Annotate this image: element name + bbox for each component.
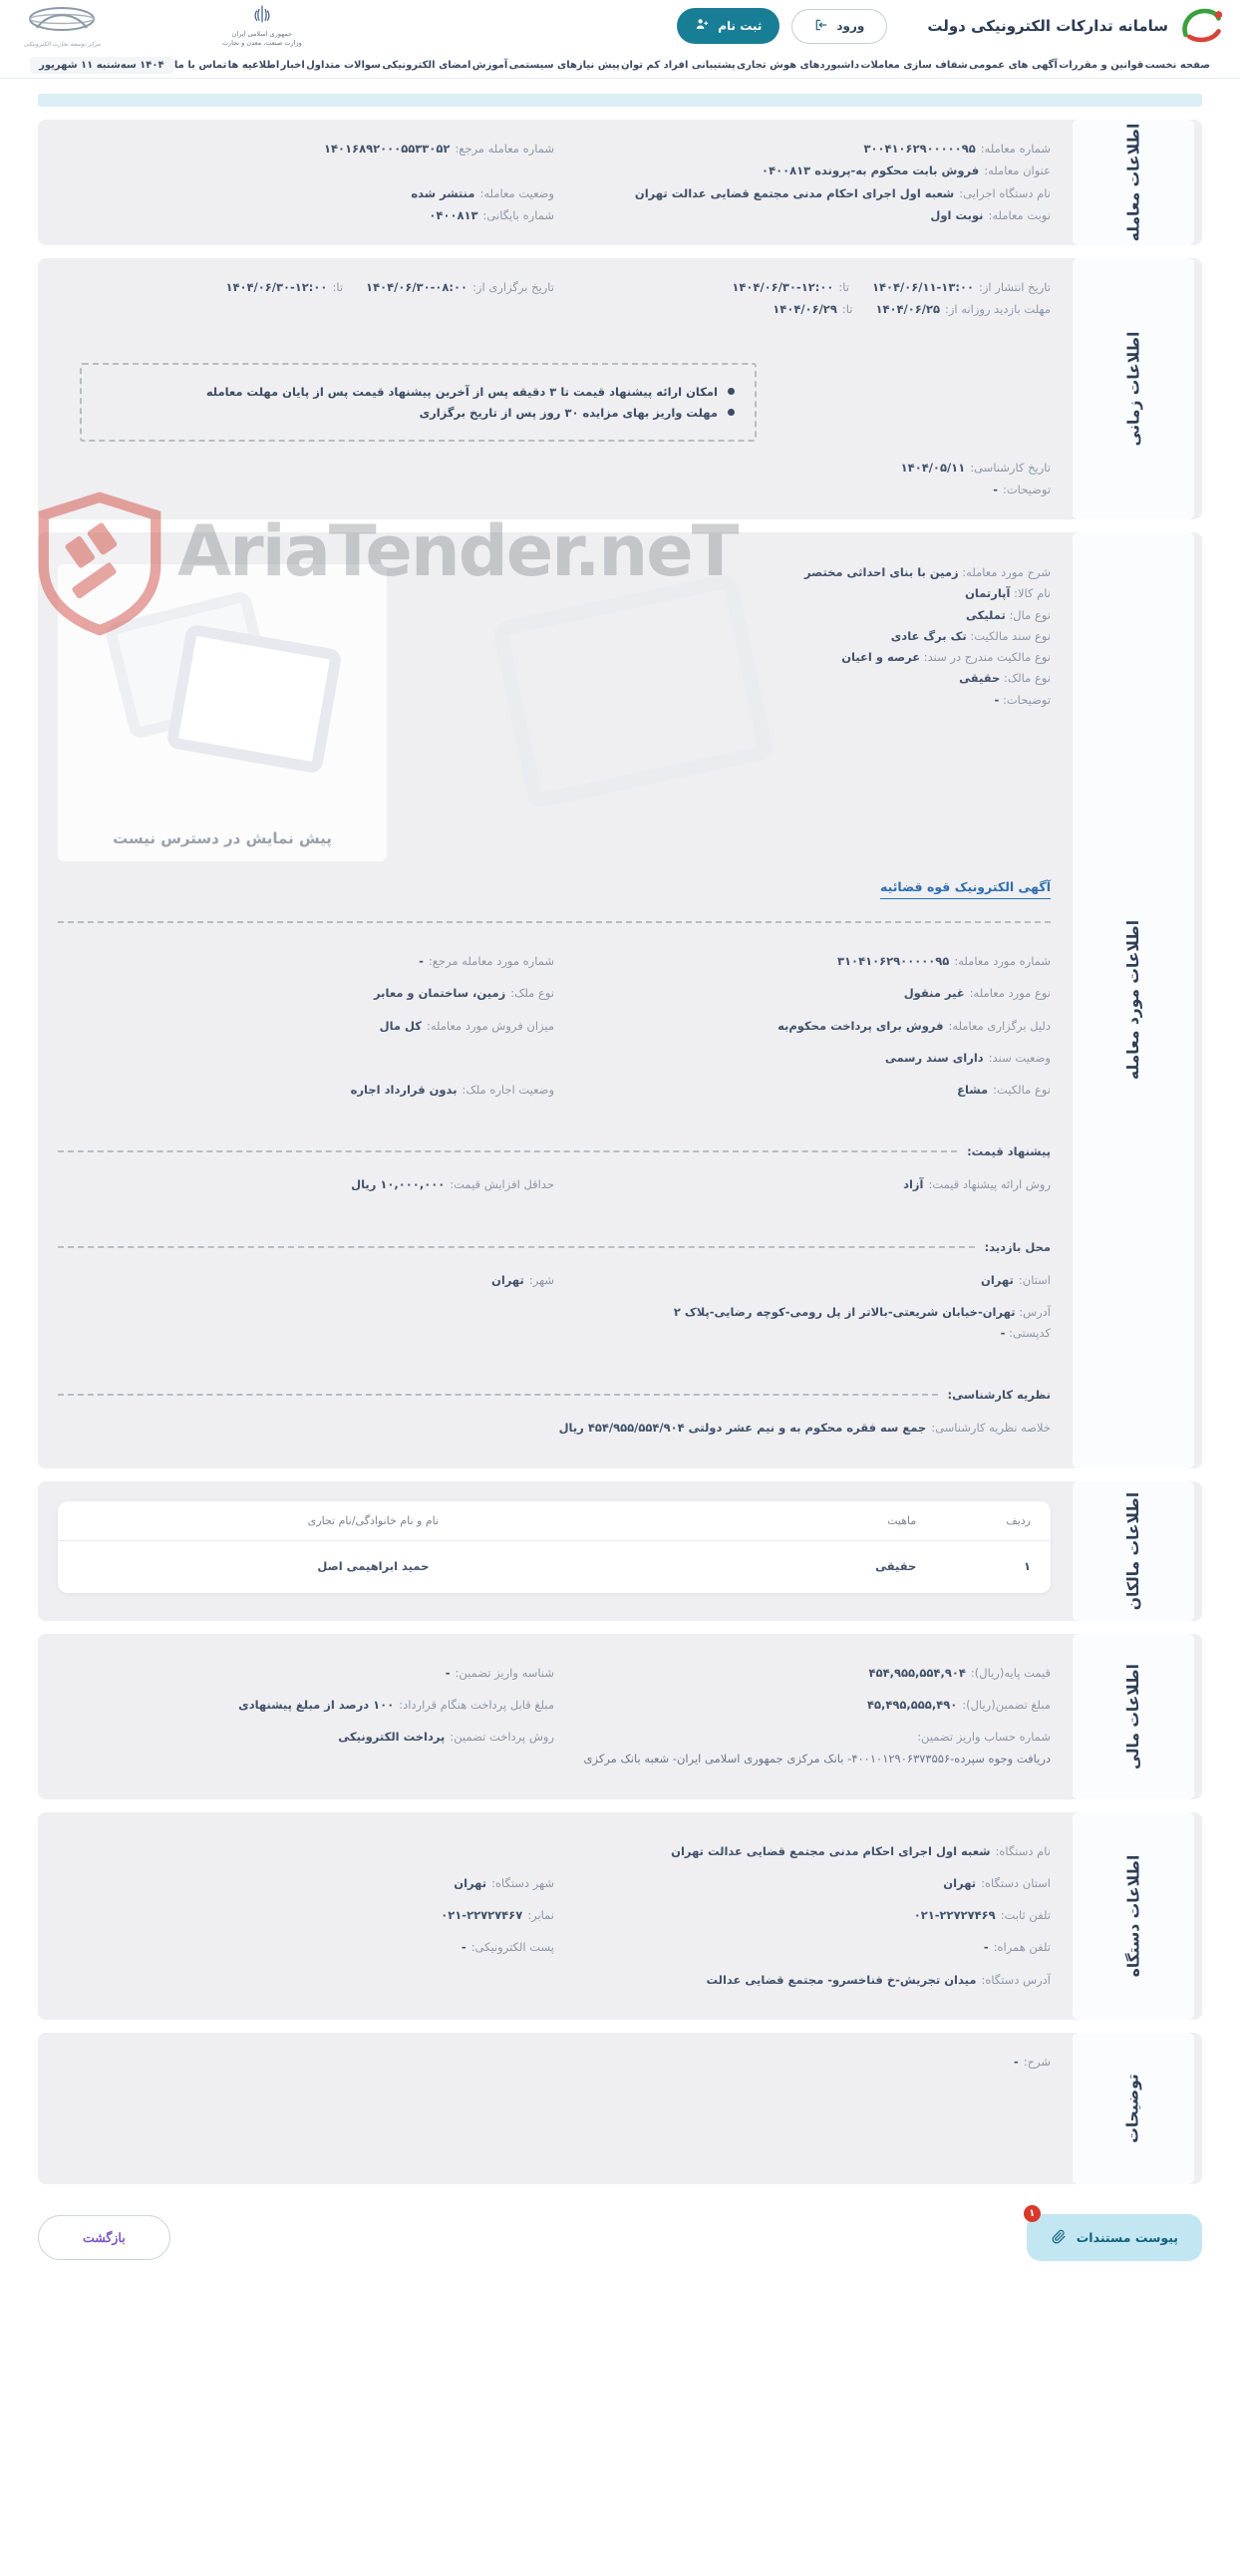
field-label: نوع مال: xyxy=(1009,607,1051,622)
field-value: عرصه و اعیان xyxy=(841,650,921,664)
field-value: - xyxy=(993,482,998,496)
field-label: خلاصه نظریه کارشناسی: xyxy=(931,1421,1051,1436)
field-label: شماره معامله مرجع: xyxy=(455,142,554,156)
field-label: شهر: xyxy=(528,1272,554,1287)
attachment-count-badge: ۱ xyxy=(1024,2205,1041,2222)
field-value: ۰۲۱-۲۲۷۲۷۴۶۹ xyxy=(913,1908,996,1922)
field-label: وضعیت اجاره ملک: xyxy=(462,1083,554,1097)
field-value: ۴۵۴,۹۵۵,۵۵۴,۹۰۴ xyxy=(868,1665,966,1680)
field-value: شعبه اول اجرای احکام مدنی مجتمع قضایی عدالت تهران xyxy=(634,185,955,200)
ministry-caption-1: جمهوری اسلامی ایران xyxy=(231,30,292,39)
nav-item-announcements[interactable]: اطلاعیه ها xyxy=(227,59,280,71)
attach-label: پیوست مستندات xyxy=(1076,2229,1178,2245)
field-value: کل مال xyxy=(379,1018,422,1033)
divider-label: پیشنهاد قیمت: xyxy=(967,1144,1051,1159)
app-title: سامانه تدارکات الکترونیکی دولت xyxy=(927,17,1168,35)
field-value: ۳۰۰۴۱۰۶۲۹۰۰۰۰۰۹۵ xyxy=(863,142,976,156)
field-label: روش ارائه پیشنهاد قیمت: xyxy=(928,1177,1051,1192)
ecommerce-center-caption: مرکز توسعه تجارت الکترونیکی xyxy=(24,40,101,48)
field-value: زمین، ساختمان و معابر xyxy=(374,986,506,1001)
section-timing-info xyxy=(38,258,1202,519)
section-title: اطلاعات زمانی xyxy=(1124,331,1142,447)
ecommerce-center-logo xyxy=(24,5,101,48)
field-value: فروش بابت محکوم به-پرونده ۰۴۰۰۸۱۳ xyxy=(762,163,980,178)
field-label: نوبت معامله: xyxy=(988,207,1051,222)
field-value: شعبه اول اجرای احکام مدنی مجتمع قضایی عدالت تهران xyxy=(671,1843,991,1858)
field-label: حداقل افزایش قیمت: xyxy=(450,1177,554,1192)
field-label: شرح مورد معامله: xyxy=(962,565,1051,579)
field-value: آزاد xyxy=(903,1177,924,1192)
field-value: ۱۰۰ درصد از مبلغ پیشنهادی xyxy=(238,1697,395,1712)
table-row xyxy=(58,1541,1051,1593)
nav-item-accessibility[interactable]: پشتیبانی افراد کم توان xyxy=(621,59,736,71)
field-value: دارای سند رسمی xyxy=(884,1050,984,1065)
section-label-strip xyxy=(1073,1812,1194,2020)
field-value: ۱۴۰۴/۰۶/۱۱-۱۳:۰۰ xyxy=(871,280,974,294)
attach-documents-button[interactable] xyxy=(1027,2207,1202,2261)
header-bar xyxy=(0,0,1240,52)
field-label: وضعیت سند: xyxy=(988,1050,1051,1065)
field-label: شهر دستگاه: xyxy=(491,1875,554,1890)
field-value: میدان تجریش-خ فناخسرو- مجتمع قضایی عدالت xyxy=(706,1972,977,1987)
field-label: شماره مورد معامله مرجع: xyxy=(428,954,554,968)
rule-item xyxy=(102,385,735,399)
section-label-strip xyxy=(1073,2033,1194,2184)
field-value: تهران xyxy=(981,1272,1014,1287)
field-value: ۳۱۰۴۱۰۶۲۹۰۰۰۰۰۹۵ xyxy=(837,954,950,968)
field-value: دریافت وجوه سپرده-۴۰۰۱۰۱۲۹۰۶۳۷۳۵۵۶- بانک مرکزی جمهوری اسلامی ایران- شعبه بانک مرکزی xyxy=(583,1752,1051,1767)
field-value: تملیکی xyxy=(966,607,1006,622)
field-label: شماره حساب واریز تضمین: xyxy=(917,1730,1051,1744)
footer-actions xyxy=(38,2207,1202,2261)
field-value: - xyxy=(419,954,424,968)
field-label: شماره بایگانی: xyxy=(482,207,554,222)
field-value: آپارتمان xyxy=(965,586,1011,601)
section-title: توضیحات xyxy=(1124,2074,1143,2143)
field-label: استان دستگاه: xyxy=(981,1875,1051,1890)
auction-rules-box xyxy=(80,363,757,442)
notice-bar xyxy=(38,94,1202,107)
ministry-emblem xyxy=(222,4,302,49)
field-label: نام دستگاه: xyxy=(995,1843,1051,1858)
field-label: میزان فروش مورد معامله: xyxy=(426,1018,554,1033)
field-value: ۱۴۰۴/۰۶/۲۹ xyxy=(773,302,837,317)
field-value: نوبت اول xyxy=(930,207,984,222)
nav-item-bi-dashboards[interactable]: داشبوردهای هوش تجاری xyxy=(736,59,860,71)
field-value: پرداخت الکترونیکی xyxy=(338,1730,446,1744)
field-value: - xyxy=(445,1665,451,1680)
field-label: نوع مالکیت: xyxy=(993,1083,1051,1097)
field-value: ۱۴۰۴/۰۶/۲۵ xyxy=(875,302,940,317)
field-label: تاریخ کارشناسی: xyxy=(970,460,1051,475)
field-label: نمابر: xyxy=(527,1908,554,1922)
section-notes xyxy=(38,2033,1202,2184)
field-value: ۴۵,۴۹۵,۵۵۵,۴۹۰ xyxy=(866,1697,958,1712)
section-title: اطلاعات دستگاه xyxy=(1123,1854,1142,1977)
field-label: نوع سند مالکیت: xyxy=(970,628,1051,643)
field-label: آدرس: xyxy=(1019,1304,1051,1319)
section-label-strip xyxy=(1073,120,1194,245)
nav-item-system-requirements[interactable]: پیش نیازهای سیستمی xyxy=(508,59,620,71)
section-label-strip xyxy=(1073,1481,1194,1621)
field-label: تلفن همراه: xyxy=(993,1940,1051,1955)
field-value: فروش برای پرداخت محکوم‌به xyxy=(777,1018,944,1033)
field-label: نام دستگاه اجرایی: xyxy=(959,185,1051,200)
section-label-strip xyxy=(1073,258,1194,519)
field-value: غیر منقول xyxy=(903,986,965,1001)
field-label: تا: xyxy=(841,302,853,317)
dashed-line xyxy=(58,1246,975,1248)
field-value: تهران xyxy=(943,1875,977,1890)
field-label: شناسه واریز تضمین: xyxy=(455,1665,554,1680)
field-value: مشاع xyxy=(957,1083,989,1097)
nav-item-transparency[interactable]: شفاف سازی معاملات xyxy=(860,59,968,71)
preview-unavailable-caption: پیش نمایش در دسترس نیست xyxy=(113,829,332,847)
field-value: ۱۴۰۴/۰۶/۳۰-۱۲:۰۰ xyxy=(732,280,834,294)
table-header-row xyxy=(58,1501,1051,1541)
cell-name: حمید ابراهیمی اصل xyxy=(317,1558,430,1573)
field-label: مهلت بازدید روزانه از: xyxy=(945,302,1051,317)
field-value: منتشر شده xyxy=(411,185,475,200)
bullet-icon xyxy=(728,388,735,395)
field-label: تا: xyxy=(838,280,849,294)
field-label: روش پرداخت تضمین: xyxy=(450,1730,554,1744)
register-button[interactable] xyxy=(677,8,779,44)
field-label: قیمت پایه(ریال): xyxy=(970,1665,1051,1680)
field-label: توضیحات: xyxy=(1002,692,1051,707)
field-label: پست الکترونیکی: xyxy=(470,1940,554,1955)
login-button[interactable] xyxy=(791,9,887,44)
rule-item xyxy=(102,406,735,420)
field-label: شرح: xyxy=(1023,2054,1051,2069)
expert-opinion-divider xyxy=(58,1388,1051,1402)
field-value: ۱۴۰۴/۰۵/۱۱ xyxy=(900,460,966,475)
field-label: نوع مالک: xyxy=(1004,671,1051,686)
rule-text: امکان ارائه پیشنهاد قیمت تا ۳ دقیقه پس از آخرین پیشنهاد قیمت پس از پایان مهلت معامله xyxy=(205,384,718,399)
ministry-caption-2: وزارت صنعت، معدن و تجارت xyxy=(221,39,302,48)
back-button[interactable]: بازگشت xyxy=(38,2215,170,2260)
cell-index: ۱ xyxy=(1023,1558,1031,1573)
field-label: عنوان معامله: xyxy=(984,163,1051,178)
field-value: - xyxy=(461,1940,466,1955)
field-label: کدپستی: xyxy=(1009,1326,1051,1340)
divider-label: نظریه کارشناسی: xyxy=(947,1388,1051,1403)
field-value: ۱۴۰۴/۰۶/۳۰-۱۲:۰۰ xyxy=(225,280,328,294)
nav-date: ۱۴۰۴ سه‌شنبه ۱۱ شهریور xyxy=(30,57,173,74)
section-owners-info xyxy=(38,1481,1202,1621)
field-label: نوع مالکیت مندرج در سند: xyxy=(923,650,1051,664)
image-preview-box xyxy=(58,564,387,861)
field-label: توضیحات: xyxy=(1002,482,1051,496)
field-value: ۱۰,۰۰۰,۰۰۰ ریال xyxy=(351,1177,446,1192)
section-title: اطلاعات معامله xyxy=(1124,123,1142,242)
register-label: ثبت نام xyxy=(718,19,763,33)
field-label: تاریخ برگزاری از: xyxy=(472,280,554,294)
col-header-index: ردیف xyxy=(1006,1513,1031,1527)
field-label: وضعیت معامله: xyxy=(479,185,554,200)
nav-item-e-signature[interactable]: امضای الکترونیکی xyxy=(382,59,471,71)
field-label: شماره مورد معامله: xyxy=(954,954,1051,968)
main-nav xyxy=(0,52,1240,79)
login-label: ورود xyxy=(836,19,865,33)
field-label: نوع ملک: xyxy=(510,986,554,1001)
judiciary-ad-link[interactable]: آگهی الکترونیک قوه قضائیه xyxy=(880,879,1051,899)
field-label: مبلغ تضمین(ریال): xyxy=(962,1697,1051,1712)
field-value: - xyxy=(983,1940,989,1955)
nav-item-contact[interactable]: تماس با ما xyxy=(173,59,227,71)
field-label: آدرس دستگاه: xyxy=(981,1972,1051,1987)
visit-location-divider xyxy=(58,1240,1051,1254)
nav-item-rules[interactable]: قوانین و مقررات xyxy=(1059,59,1144,71)
nav-item-faq[interactable]: سوالات متداول xyxy=(306,59,381,71)
setad-logo-icon xyxy=(1180,5,1224,47)
field-value: ۰۲۱-۲۲۷۲۷۴۶۷ xyxy=(441,1908,523,1922)
section-title: اطلاعات مالی xyxy=(1124,1663,1143,1770)
dashed-divider xyxy=(58,921,1051,923)
field-label: نوع مورد معامله: xyxy=(969,986,1051,1001)
bullet-icon xyxy=(728,409,735,416)
field-value: تک برگ عادی xyxy=(890,628,967,643)
field-label: استان: xyxy=(1018,1272,1051,1287)
owners-table xyxy=(58,1501,1051,1593)
globe-icon xyxy=(25,5,99,41)
cell-entity-type: حقیقی xyxy=(875,1558,917,1573)
section-label-strip xyxy=(1073,1634,1194,1799)
nav-item-news[interactable]: اخبار xyxy=(280,59,305,71)
field-value: تهران xyxy=(491,1272,524,1287)
nav-item-training[interactable]: آموزش xyxy=(471,59,508,71)
divider-label: محل بازدید: xyxy=(984,1239,1051,1254)
section-label-strip xyxy=(1073,532,1194,1468)
section-title: اطلاعات مورد معامله xyxy=(1123,920,1142,1081)
iran-emblem-icon xyxy=(252,4,272,30)
dashed-line xyxy=(58,1394,938,1396)
field-value: - xyxy=(1000,1326,1006,1340)
photo-frame-icon xyxy=(165,623,342,775)
field-value: زمین با بنای احداثی مختصر xyxy=(803,565,959,579)
section-title: اطلاعات مالکان xyxy=(1124,1491,1142,1610)
field-value: ۰۴۰۰۸۱۳ xyxy=(429,207,478,222)
paperclip-icon xyxy=(1051,2228,1067,2247)
price-offer-divider xyxy=(58,1144,1051,1158)
field-label: تاریخ انتشار از: xyxy=(979,280,1051,294)
rule-text: مهلت واریز بهای مزایده ۳۰ روز پس از تاریخ برگزاری xyxy=(419,405,718,420)
field-value: حقیقی xyxy=(959,671,1001,686)
field-label: نام کالا: xyxy=(1014,586,1051,601)
field-value: - xyxy=(1013,2054,1019,2069)
nav-item-home[interactable]: صفحه نخست xyxy=(1144,59,1210,71)
section-deal-info xyxy=(38,120,1202,245)
field-value: - xyxy=(994,692,1000,707)
section-financial-info xyxy=(38,1634,1202,1799)
field-value: بدون قرارداد اجاره xyxy=(350,1083,458,1097)
login-arrow-icon xyxy=(814,18,828,35)
field-label: شماره معامله: xyxy=(980,142,1051,156)
watermark-brand: AriaTender.neT xyxy=(177,510,738,592)
nav-item-public-ads[interactable]: آگهی های عمومی xyxy=(969,59,1058,71)
field-value: ۱۴۰۱۶۸۹۲۰۰۰۵۵۳۳۰۵۲ xyxy=(324,142,451,156)
field-label: دلیل برگزاری معامله: xyxy=(948,1018,1051,1033)
dashed-line xyxy=(58,1150,957,1152)
field-value: ۱۴۰۴/۰۶/۳۰-۰۸:۰۰ xyxy=(366,280,468,294)
user-plus-icon xyxy=(695,17,710,35)
section-agency-info xyxy=(38,1812,1202,2020)
field-value: تهران xyxy=(454,1875,487,1890)
field-label: مبلغ قابل پرداخت هنگام قرارداد: xyxy=(399,1697,554,1712)
field-value: تهران-خیابان شریعتی-بالاتر از پل رومی-کوچه رضایی-پلاک ۲ xyxy=(673,1304,1016,1319)
section-item-info xyxy=(38,532,1202,1468)
col-header-name: نام و نام خانوادگی/نام تجاری xyxy=(307,1513,440,1527)
field-value: جمع سه فقره محکوم به و نیم عشر دولتی ۴۵۴/۹۵۵/۵۵۴/۹۰۴ ریال xyxy=(558,1421,927,1436)
col-header-entity-type: ماهیت xyxy=(887,1513,917,1527)
field-label: تلفن ثابت: xyxy=(1000,1908,1051,1922)
field-label: تا: xyxy=(332,280,344,294)
